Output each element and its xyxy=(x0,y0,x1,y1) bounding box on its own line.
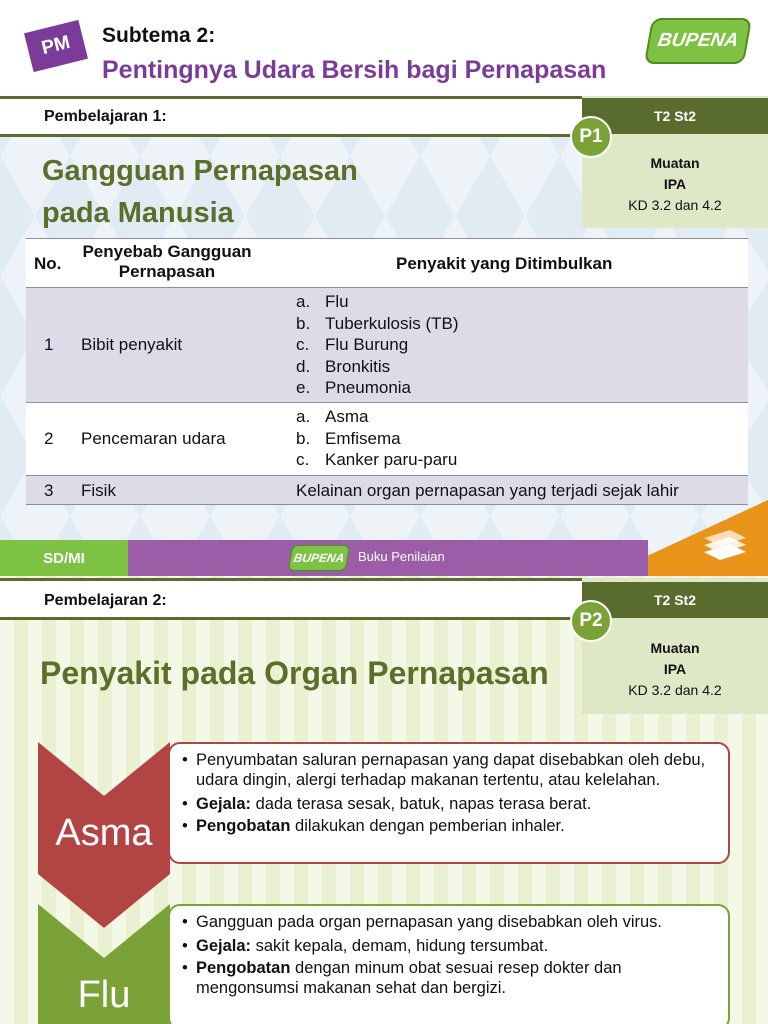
pm-badge: PM xyxy=(24,20,88,72)
bupena-logo xyxy=(648,18,748,64)
bullet-text: Gangguan pada organ pernapasan yang disebabkan oleh virus. xyxy=(196,913,663,931)
list-item xyxy=(196,912,716,932)
gejala-text: dada terasa sesak, batuk, napas terasa berat. xyxy=(251,795,592,813)
table-header-row xyxy=(26,238,748,287)
pembelajaran-label: Pembelajaran 1: xyxy=(44,108,167,125)
row-number: 2 xyxy=(44,429,54,448)
asma-card xyxy=(168,742,730,864)
list-text: Flu Burung xyxy=(325,335,409,354)
pembelajaran-label: Pembelajaran 2: xyxy=(44,592,167,609)
list-marker: a. xyxy=(296,407,311,426)
list-item xyxy=(196,958,716,998)
subtema-label: Subtema 2: xyxy=(102,24,216,47)
asma-label: Asma xyxy=(55,812,153,854)
p2-circle-badge: P2 xyxy=(570,600,612,642)
muatan-label: Muatan xyxy=(650,155,700,171)
flu-card xyxy=(168,904,730,1024)
list-marker: b. xyxy=(296,313,311,333)
disease-list xyxy=(296,406,457,471)
list-item xyxy=(296,377,459,399)
pengobatan-text: dengan minum obat sesuai resep dokter dan mengonsumsi makanan sehat dan bergizi. xyxy=(196,959,622,997)
list-text: Kanker paru-paru xyxy=(325,450,458,469)
disease-list xyxy=(296,291,459,399)
slide-footer xyxy=(0,540,768,576)
list-text: Tuberkulosis (TB) xyxy=(325,313,459,333)
muatan-label: Muatan xyxy=(650,640,700,656)
divider xyxy=(0,134,582,137)
pengobatan-label: Pengobatan xyxy=(196,817,291,835)
list-text: Asma xyxy=(325,407,369,426)
list-marker: e. xyxy=(296,378,311,397)
title-line-2: pada Manusia xyxy=(42,197,234,229)
list-text: Emfisema xyxy=(325,428,401,448)
row-number: 3 xyxy=(44,481,54,500)
list-marker: c. xyxy=(296,450,310,469)
muatan-value: IPA xyxy=(663,661,687,677)
bupena-logo-text: BUPENA xyxy=(644,18,752,64)
book-stack-icon xyxy=(700,530,750,564)
list-item xyxy=(196,794,716,814)
list-marker: d. xyxy=(296,356,311,376)
footer-bupena-logo: BUPENA xyxy=(288,545,351,571)
slide-title xyxy=(42,150,358,234)
list-item xyxy=(196,816,716,836)
bullet-text: Penyumbatan saluran pernapasan yang dapat disebabkan oleh debu, udara dingin, alergi terhadap makanan tertentu, atau kelelahan. xyxy=(196,751,706,789)
row-number: 1 xyxy=(44,335,54,354)
tag-label: T2 St2 xyxy=(582,582,768,618)
list-item xyxy=(296,449,457,471)
title-line-1: Gangguan Pernapasan xyxy=(42,155,358,187)
list-item xyxy=(296,334,459,356)
divider xyxy=(0,617,582,620)
row-disease-text: Kelainan organ pernapasan yang terjadi sejak lahir xyxy=(296,481,679,500)
list-item xyxy=(196,936,716,956)
list-marker: c. xyxy=(296,335,310,354)
page-header xyxy=(0,0,768,96)
list-text: Pneumonia xyxy=(325,378,412,397)
row-cause: Bibit penyakit xyxy=(81,335,183,354)
list-item xyxy=(296,406,457,428)
list-marker: b. xyxy=(296,428,311,448)
gejala-text: sakit kepala, demam, hidung tersumbat. xyxy=(251,937,549,955)
flu-label: Flu xyxy=(77,974,131,1016)
pengobatan-label: Pengobatan xyxy=(196,959,291,977)
list-text: Flu xyxy=(325,292,349,311)
list-item xyxy=(296,313,459,335)
list-item xyxy=(196,750,716,790)
col-header-cause: Penyebab Gangguan Pernapasan xyxy=(82,242,252,281)
list-marker: a. xyxy=(296,292,311,311)
footer-level: SD/MI xyxy=(0,540,128,576)
list-item xyxy=(296,291,459,313)
list-text: Bronkitis xyxy=(325,356,391,376)
table-row xyxy=(26,402,748,475)
kd-label: KD 3.2 dan 4.2 xyxy=(628,682,722,698)
list-item xyxy=(296,356,459,378)
gejala-label: Gejala: xyxy=(196,795,252,813)
slide-title: Penyakit pada Organ Pernapasan xyxy=(40,655,549,691)
gejala-label: Gejala: xyxy=(196,937,252,955)
kd-label: KD 3.2 dan 4.2 xyxy=(628,197,722,213)
muatan-value: IPA xyxy=(663,176,687,192)
col-header-no: No. xyxy=(34,254,62,273)
tag-label: T2 St2 xyxy=(582,98,768,134)
pengobatan-text: dilakukan dengan pemberian inhaler. xyxy=(290,817,565,835)
col-header-disease: Penyakit yang Ditimbulkan xyxy=(396,254,613,273)
footer-book-label: Buku Penilaian xyxy=(358,549,445,564)
table-row xyxy=(26,287,748,402)
subtema-title: Pentingnya Udara Bersih bagi Pernapasan xyxy=(102,56,607,84)
row-cause: Fisik xyxy=(81,481,116,500)
row-cause: Pencemaran udara xyxy=(81,429,226,448)
list-item xyxy=(296,428,457,450)
p1-circle-badge: P1 xyxy=(570,116,612,158)
